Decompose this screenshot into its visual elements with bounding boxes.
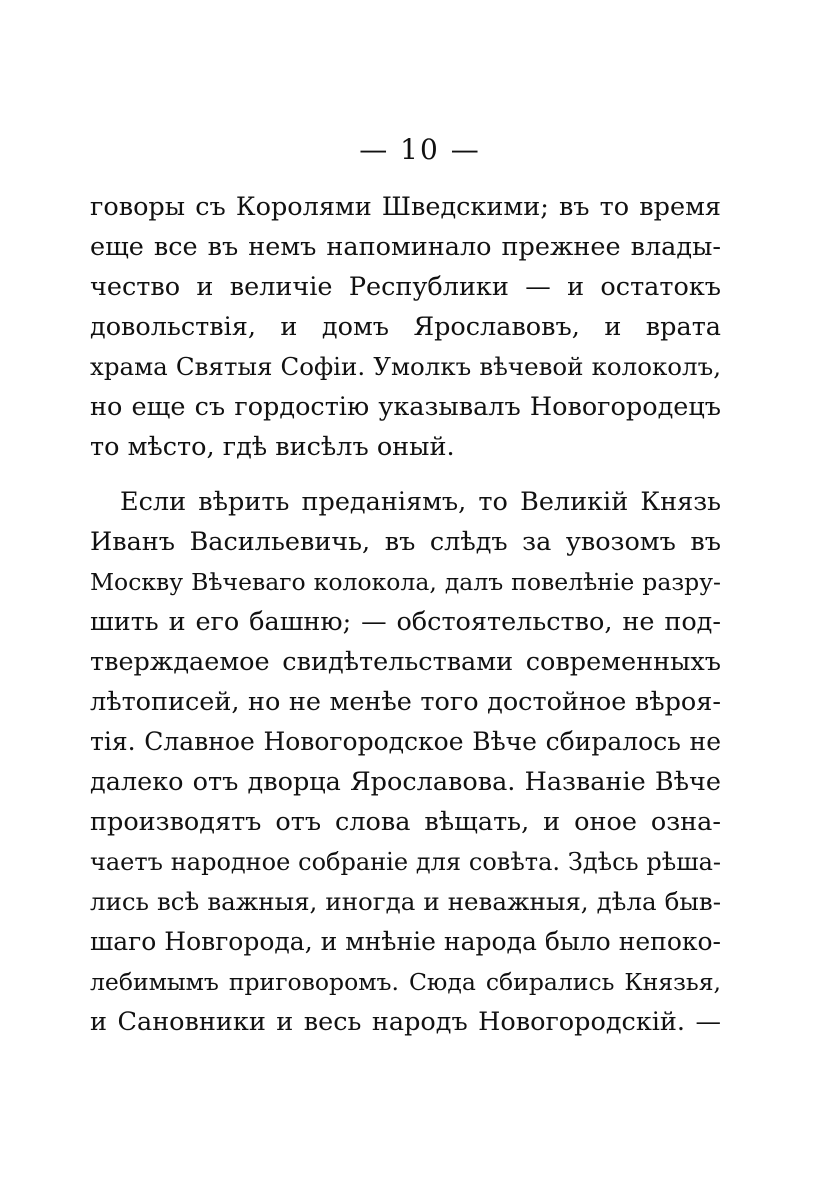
text-line: еще все въ немъ напоминало прежнее влады-	[90, 232, 721, 262]
page-number: — 10 —	[359, 133, 481, 166]
paragraph-1	[90, 187, 721, 467]
text-line: лебимымъ приговоромъ. Сюда сбирались Князья,	[90, 968, 721, 996]
text-line: тія. Славное Новогородское Вѣче сбиралось не	[90, 727, 721, 756]
paragraph-2	[90, 482, 721, 1042]
text-line: тверждаемое свидѣтельствами современныхъ	[90, 647, 721, 677]
text-line: шаго Новгорода, и мнѣніе народа было непоко-	[90, 927, 721, 956]
text-line: Иванъ Васильевичь, въ слѣдъ за увозомъ въ	[90, 527, 721, 557]
text-line: довольствія, и домъ Ярославовъ, и врата	[90, 312, 721, 342]
text-line: говоры съ Королями Шведскими; въ то время	[90, 192, 721, 222]
text-line: лись всѣ важныя, иногда и неважныя, дѣла быв-	[90, 887, 721, 916]
text-line: и Сановники и весь народъ Новогородскій. —	[90, 1007, 721, 1037]
text-line: шить и его башню; — обстоятельство, не под-	[90, 607, 721, 637]
text-line: но еще съ гордостію указывалъ Новогородецъ	[90, 392, 721, 422]
text-line: то мѣсто, гдѣ висѣлъ оный.	[90, 432, 455, 462]
text-line: храма Святыя Софіи. Умолкъ вѣчевой колоколъ,	[90, 352, 721, 381]
text-line: производятъ отъ слова вѣщать, и оное озна-	[90, 807, 721, 837]
text-line: далеко отъ дворца Ярославова. Названіе Вѣче	[90, 767, 721, 797]
text-line: лѣтописей, но не менѣе того достойное вѣроя-	[90, 687, 721, 717]
text-line: чаетъ народное собраніе для совѣта. Здѣсь рѣша-	[90, 848, 721, 876]
text-line: Москву Вѣчеваго колокола, далъ повелѣніе разру-	[90, 568, 721, 596]
text-line: чество и величіе Республики — и остатокъ	[90, 272, 721, 302]
text-line: Если вѣрить преданіямъ, то Великій Князь	[120, 487, 721, 517]
